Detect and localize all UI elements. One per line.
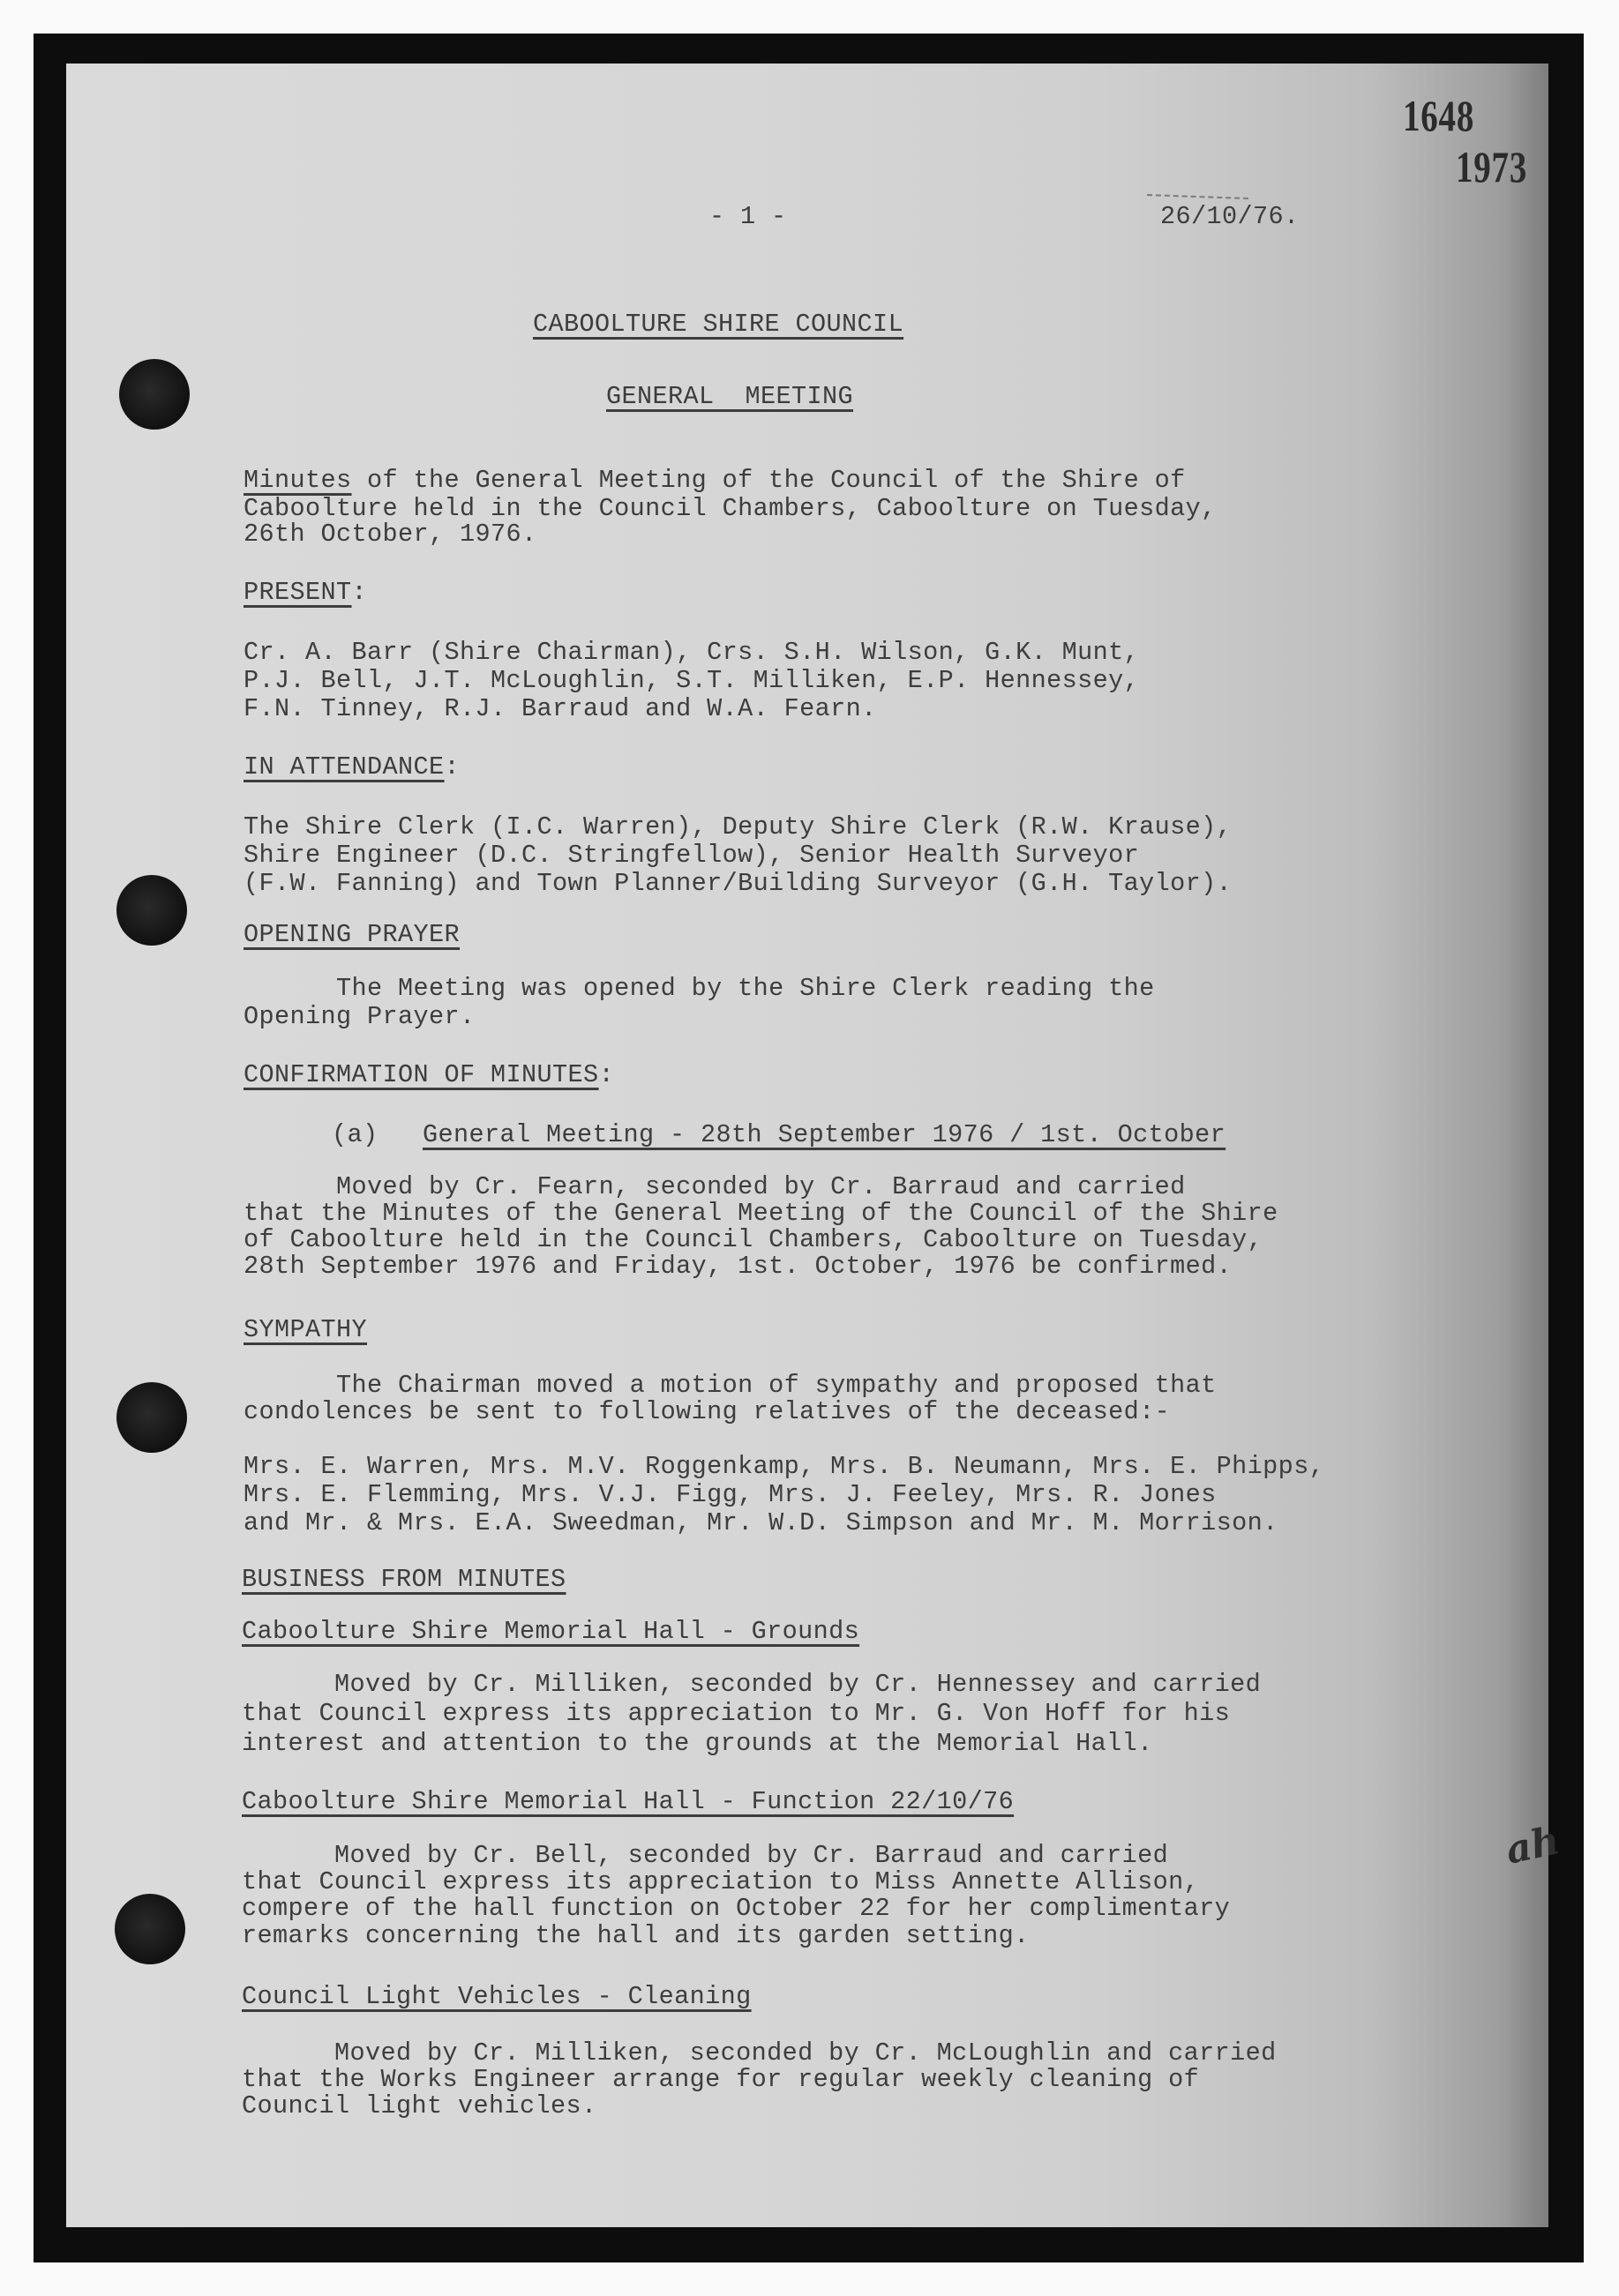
sympathy-names-line: Mrs. E. Warren, Mrs. M.V. Roggenkamp, Mrs. B. Neumann, Mrs. E. Phipps, (244, 1452, 1325, 1481)
handwritten-initials: ah (1502, 1818, 1564, 1873)
sympathy-line: The Chairman moved a motion of sympathy and proposed that (244, 1371, 1217, 1400)
business-item-line: that Council express its appreciation to Mr. G. Von Hoff for his (242, 1699, 1231, 1728)
business-item-line: interest and attention to the grounds at the Memorial Hall. (242, 1729, 1153, 1758)
business-item-line: that the Works Engineer arrange for regular weekly cleaning of (242, 2065, 1200, 2094)
punch-hole (119, 359, 190, 430)
intro-line-3: 26th October, 1976. (244, 520, 537, 549)
present-line: Cr. A. Barr (Shire Chairman), Crs. S.H. Wilson, G.K. Munt, (244, 638, 1140, 667)
attendance-heading (244, 753, 460, 781)
punch-hole (116, 1382, 187, 1453)
confirmation-line: that the Minutes of the General Meeting of the Council of the Shire (244, 1199, 1278, 1228)
business-item-line: Moved by Cr. Milliken, seconded by Cr. Hennessey and carried (242, 1670, 1262, 1699)
attendance-line: (F.W. Fanning) and Town Planner/Building Surveyor (G.H. Taylor). (244, 869, 1233, 898)
confirmation-line: Moved by Cr. Fearn, seconded by Cr. Barraud and carried (244, 1172, 1186, 1201)
present-line: F.N. Tinney, R.J. Barraud and W.A. Fearn. (244, 694, 877, 723)
business-heading: BUSINESS FROM MINUTES (242, 1565, 566, 1594)
attendance-heading-text: IN ATTENDANCE (244, 752, 445, 782)
confirmation-line: 28th September 1976 and Friday, 1st. October, 1976 be confirmed. (244, 1252, 1233, 1281)
business-item-line: Moved by Cr. Bell, seconded by Cr. Barraud and carried (242, 1841, 1169, 1870)
document-date: 26/10/76. (1160, 202, 1300, 231)
punch-hole (116, 875, 187, 946)
sympathy-heading: SYMPATHY (244, 1315, 368, 1344)
business-item-line: Council light vehicles. (242, 2091, 597, 2120)
intro-line-1 (244, 467, 1186, 494)
business-item-line: that Council express its appreciation to Miss Annette Allison, (242, 1867, 1200, 1896)
confirmation-line: of Caboolture held in the Council Chambers, Caboolture on Tuesday, (244, 1225, 1263, 1254)
opening-prayer-line: Opening Prayer. (244, 1002, 476, 1031)
intro-line-1-text: of the General Meeting of the Council of the Shire of (351, 466, 1186, 495)
business-item-title: Council Light Vehicles - Cleaning (242, 1982, 752, 2011)
page-number: - 1 - (709, 202, 787, 231)
present-heading-text: PRESENT (244, 578, 352, 607)
business-item-line: Moved by Cr. Milliken, seconded by Cr. McLoughlin and carried (242, 2038, 1277, 2068)
attendance-line: The Shire Clerk (I.C. Warren), Deputy Shire Clerk (R.W. Krause), (244, 812, 1233, 841)
business-item-title: Caboolture Shire Memorial Hall - Grounds (242, 1617, 860, 1646)
pencil-mark (1147, 194, 1248, 199)
sympathy-line: condolences be sent to following relatives of the deceased:- (244, 1397, 1171, 1426)
business-item-title: Caboolture Shire Memorial Hall - Function 22/10/76 (242, 1787, 1015, 1816)
document-page (66, 64, 1564, 2227)
intro-lead-word: Minutes (244, 466, 352, 495)
stamp-number-bottom: 1973 (1456, 142, 1528, 191)
attendance-line: Shire Engineer (D.C. Stringfellow), Senior Health Surveyor (244, 841, 1140, 870)
opening-prayer-line: The Meeting was opened by the Shire Clerk reading the (244, 974, 1155, 1003)
business-item-line: compere of the hall function on October 22 for her complimentary (242, 1894, 1231, 1923)
sympathy-names-line: Mrs. E. Flemming, Mrs. V.J. Figg, Mrs. J. Feeley, Mrs. R. Jones (244, 1480, 1217, 1509)
opening-prayer-heading: OPENING PRAYER (244, 920, 461, 949)
intro-line-2: Caboolture held in the Council Chambers, Caboolture on Tuesday, (244, 494, 1217, 523)
present-heading-colon: : (351, 578, 368, 607)
present-line: P.J. Bell, J.T. McLoughlin, S.T. Milliken, E.P. Hennessey, (244, 666, 1140, 695)
confirmation-heading (244, 1061, 614, 1088)
attendance-heading-colon: : (444, 752, 461, 782)
confirmation-item-title: General Meeting - 28th September 1976 / 1st. October (423, 1120, 1226, 1149)
confirmation-heading-colon: : (598, 1060, 615, 1089)
present-heading (244, 579, 367, 606)
council-title: CABOOLTURE SHIRE COUNCIL (533, 310, 904, 339)
confirmation-item-label: (a) (332, 1120, 379, 1149)
stamp-number-top: 1648 (1403, 91, 1475, 140)
business-item-line: remarks concerning the hall and its garden setting. (242, 1921, 1030, 1950)
confirmation-heading-text: CONFIRMATION OF MINUTES (244, 1060, 599, 1089)
punch-hole (115, 1894, 185, 1964)
sympathy-names-line: and Mr. & Mrs. E.A. Sweedman, Mr. W.D. Simpson and Mr. M. Morrison. (244, 1508, 1278, 1537)
meeting-title: GENERAL MEETING (606, 382, 854, 411)
